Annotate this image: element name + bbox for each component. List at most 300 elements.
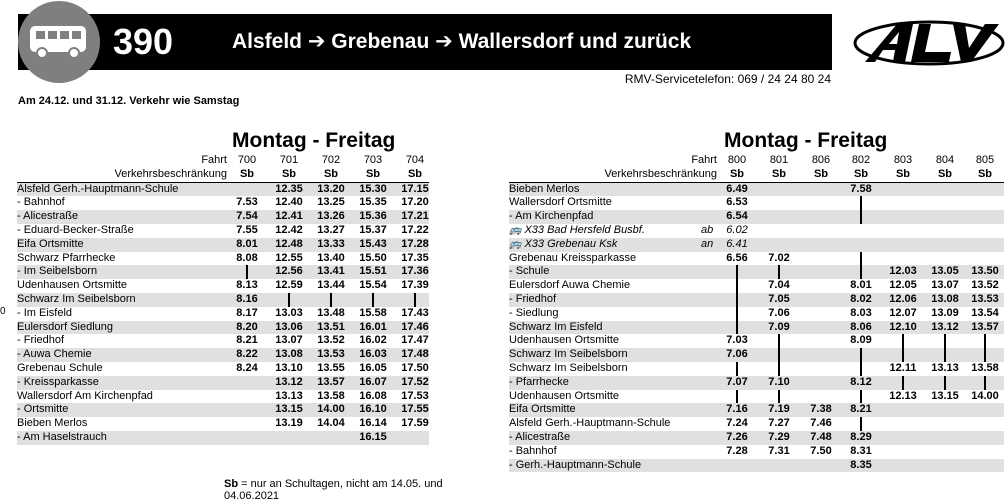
departure-time: 12.07: [889, 306, 917, 319]
trip-number: 800: [727, 154, 747, 166]
pass-through-line: [227, 265, 267, 279]
departure-time: 8.21: [850, 403, 872, 416]
departure-time: 7.55: [236, 223, 258, 236]
stop-name: [17, 293, 136, 307]
departure-time: 13.05: [931, 265, 959, 278]
departure-time: 12.40: [275, 196, 303, 209]
departure-time: 12.56: [275, 265, 303, 278]
bus-icon: [28, 24, 90, 60]
pass-through-line: [965, 348, 1005, 362]
departure-time: [965, 183, 1005, 197]
trip-number: 803: [893, 154, 913, 166]
departure-time: 13.10: [275, 361, 303, 374]
departure-time: 7.29: [768, 430, 790, 443]
departure-time: 7.07: [726, 375, 748, 388]
departure-time: [925, 445, 965, 459]
stop-name: [509, 196, 612, 210]
departure-time: [965, 403, 1005, 417]
stop-row: [17, 390, 429, 404]
stop-row: [17, 238, 429, 252]
stop-name-text: X33 Grebenau Ksk: [524, 237, 618, 250]
departure-time: 16.03: [359, 348, 387, 361]
departure-time: 13.48: [317, 306, 345, 319]
stop-name-text: Bieben Merlos: [17, 417, 88, 430]
stop-name: [509, 334, 619, 348]
departure-time: 13.13: [931, 361, 959, 374]
outbound-timetable: [17, 154, 429, 445]
pass-through-line: [925, 334, 965, 348]
pass-through-bar: [736, 307, 738, 321]
restriction-code: Sb: [729, 167, 745, 180]
departure-time: [227, 376, 267, 390]
departure-time: [759, 196, 799, 210]
trip-number: 806: [811, 154, 831, 166]
departure-time: 8.22: [236, 348, 258, 361]
trip-number: 702: [321, 154, 341, 166]
restriction-code: Sb: [813, 167, 829, 180]
departure-time: [759, 224, 799, 238]
stop-name-text: - Auwa Chemie: [17, 348, 92, 361]
restriction-code: Sb: [937, 167, 953, 180]
departure-time: 17.52: [401, 375, 429, 388]
departure-time: 8.31: [850, 444, 872, 457]
stop-name-text: - Im Eisfeld: [17, 306, 73, 319]
pass-through-bar: [902, 376, 904, 390]
departure-time: 12.10: [889, 320, 917, 333]
stop-name: [509, 183, 579, 197]
stop-name-text: Wallersdorf Ortsmitte: [509, 196, 612, 209]
departure-time: 8.13: [236, 279, 258, 292]
pass-through-line: [841, 417, 881, 431]
stop-name-text: - Im Seibelsborn: [17, 265, 98, 278]
pass-through-line: [841, 196, 881, 210]
stop-row: [509, 334, 1004, 348]
stop-row: [509, 348, 1004, 362]
pass-through-bar: [944, 334, 946, 348]
stop-name: [509, 403, 576, 417]
departure-time: 13.27: [317, 223, 345, 236]
pass-through-bar: [860, 252, 862, 266]
restriction-code: Sb: [895, 167, 911, 180]
restriction-code: Sb: [281, 167, 297, 180]
stop-row: [509, 376, 1004, 390]
stop-name: [17, 279, 127, 293]
departure-time: 7.50: [810, 444, 832, 457]
departure-time: [759, 210, 799, 224]
departure-time: [883, 403, 923, 417]
pass-through-bar: [860, 390, 862, 404]
return-timetable: [509, 154, 1004, 472]
departure-time: 13.52: [317, 334, 345, 347]
pass-through-line: [841, 252, 881, 266]
stop-row: [17, 224, 429, 238]
stop-row: [509, 265, 1004, 279]
stop-name: [509, 307, 559, 321]
departure-time: 12.05: [889, 279, 917, 292]
departure-time: 7.16: [726, 403, 748, 416]
pass-through-line: [717, 362, 757, 376]
departure-time: [801, 376, 841, 390]
route-number: 390: [113, 21, 174, 62]
departure-time: [801, 279, 841, 293]
departure-time: [227, 390, 267, 404]
stop-name-text: Schwarz Im Eisfeld: [509, 320, 603, 333]
departure-time: 15.43: [359, 237, 387, 250]
departure-time: 13.12: [931, 320, 959, 333]
departure-time: 17.59: [401, 417, 429, 430]
stop-name: [509, 459, 641, 473]
departure-time: 8.24: [236, 361, 258, 374]
stop-row: [509, 183, 1004, 197]
stop-row: [17, 431, 429, 445]
outbound-heading: Montag - Freitag: [232, 129, 396, 152]
stop-name: [17, 362, 103, 376]
departure-time: 13.15: [931, 389, 959, 402]
departure-time: 13.54: [971, 306, 999, 319]
transfer-suffix: an: [701, 237, 714, 250]
departure-time: [925, 403, 965, 417]
pass-through-line: [759, 348, 799, 362]
departure-time: [925, 431, 965, 445]
departure-time: [965, 445, 1005, 459]
stop-name: [17, 403, 68, 417]
departure-time: 8.03: [850, 306, 872, 319]
departure-time: 14.04: [317, 417, 345, 430]
departure-time: 17.53: [401, 389, 429, 402]
pass-through-line: [269, 293, 309, 307]
departure-time: 15.51: [359, 265, 387, 278]
departure-time: 8.21: [236, 334, 258, 347]
pass-through-bar: [860, 210, 862, 224]
stop-name-text: X33 Bad Hersfeld Busbf.: [524, 223, 645, 236]
pass-through-bar: [372, 293, 374, 307]
departure-time: [227, 417, 267, 431]
departure-time: [883, 196, 923, 210]
departure-time: 13.07: [931, 279, 959, 292]
departure-time: 14.00: [971, 389, 999, 402]
departure-time: 14.00: [317, 403, 345, 416]
route-title: Alsfeld ➔ Grebenau ➔ Wallersdorf und zurück: [232, 30, 692, 53]
pass-through-line: [759, 390, 799, 404]
departure-time: 16.05: [359, 361, 387, 374]
stop-row: [509, 445, 1004, 459]
departure-time: 6.49: [726, 182, 748, 195]
departure-time: [925, 459, 965, 473]
departure-time: 7.06: [726, 348, 748, 361]
fahrt-row: [17, 154, 429, 168]
stop-row: [17, 348, 429, 362]
footnote-text: = nur an Schultagen, nicht am 14.05. und 04.06.2021: [224, 478, 443, 502]
stop-name: [509, 445, 557, 459]
departure-time: 7.54: [236, 210, 258, 223]
departure-time: 13.41: [317, 265, 345, 278]
departure-time: [801, 238, 841, 252]
stop-row: [17, 279, 429, 293]
departure-time: [227, 403, 267, 417]
stop-name-text: Eulersdorf Siedlung: [17, 320, 114, 333]
departure-time: 15.50: [359, 251, 387, 264]
stop-name-text: - Friedhof: [509, 292, 557, 305]
departure-time: 17.50: [401, 361, 429, 374]
stop-row: [509, 279, 1004, 293]
departure-time: 16.02: [359, 334, 387, 347]
stop-row: [17, 183, 429, 197]
departure-time: 16.08: [359, 389, 387, 402]
departure-time: [801, 307, 841, 321]
fahrt-label: Fahrt: [691, 154, 717, 166]
trip-number: 704: [405, 154, 425, 166]
pass-through-bar: [736, 265, 738, 279]
stop-row: [17, 252, 429, 266]
departure-time: [925, 183, 965, 197]
departure-time: [801, 390, 841, 404]
stop-name: [17, 390, 153, 404]
departure-time: 17.36: [401, 265, 429, 278]
departure-time: [925, 417, 965, 431]
departure-time: [801, 293, 841, 307]
bus-icon: 🚌: [509, 224, 522, 236]
departure-time: 16.14: [359, 417, 387, 430]
departure-time: 6.41: [726, 237, 748, 250]
pass-through-line: [717, 307, 757, 321]
stop-name-text: Schwarz Im Seibelsborn: [509, 348, 628, 361]
pass-through-bar: [902, 348, 904, 362]
stop-row: [509, 293, 1004, 307]
departure-time: [717, 459, 757, 473]
pass-through-bar: [860, 362, 862, 376]
stop-name: [17, 431, 107, 445]
pass-through-bar: [860, 196, 862, 210]
stop-name: [17, 210, 78, 224]
departure-time: 13.51: [317, 320, 345, 333]
stop-name-text: Udenhausen Ortsmitte: [17, 279, 128, 292]
stop-row: [17, 321, 429, 335]
departure-time: [883, 417, 923, 431]
fahrt-row: [509, 154, 1004, 168]
departure-time: 7.46: [810, 417, 832, 430]
restriction-code: Sb: [977, 167, 993, 180]
pass-through-bar: [778, 265, 780, 279]
pass-through-line: [311, 293, 351, 307]
departure-time: 13.09: [931, 306, 959, 319]
stop-name-text: - Bahnhof: [509, 444, 557, 457]
departure-time: [965, 196, 1005, 210]
departure-time: 13.55: [317, 361, 345, 374]
departure-time: 13.07: [275, 334, 303, 347]
departure-time: 17.15: [401, 182, 429, 195]
stop-name: [509, 252, 636, 266]
departure-time: 13.15: [275, 403, 303, 416]
departure-time: 13.19: [275, 417, 303, 430]
stop-name: [509, 321, 603, 335]
pass-through-bar: [944, 348, 946, 362]
departure-time: 7.26: [726, 430, 748, 443]
departure-time: 15.30: [359, 182, 387, 195]
pass-through-line: [717, 293, 757, 307]
stop-name-text: Udenhausen Ortsmitte: [509, 389, 620, 402]
pass-through-bar: [944, 376, 946, 390]
restriction-row: [17, 168, 429, 183]
stop-name: [17, 376, 99, 390]
pass-through-bar: [984, 348, 986, 362]
pass-through-line: [883, 334, 923, 348]
departure-time: 13.58: [317, 389, 345, 402]
departure-time: [801, 362, 841, 376]
departure-time: 15.58: [359, 306, 387, 319]
departure-time: 13.50: [971, 265, 999, 278]
pass-through-line: [759, 265, 799, 279]
departure-time: 15.36: [359, 210, 387, 223]
departure-time: [965, 210, 1005, 224]
departure-time: 6.53: [726, 196, 748, 209]
departure-time: 13.08: [931, 292, 959, 305]
departure-time: 17.39: [401, 279, 429, 292]
departure-time: [801, 224, 841, 238]
restriction-label: Verkehrsbeschränkung: [114, 167, 227, 180]
departure-time: 8.35: [850, 458, 872, 471]
pass-through-bar: [288, 293, 290, 307]
departure-time: 16.01: [359, 320, 387, 333]
departure-time: 17.47: [401, 334, 429, 347]
stop-row: [509, 403, 1004, 417]
departure-time: [883, 445, 923, 459]
departure-time: [269, 431, 309, 445]
departure-time: 6.56: [726, 251, 748, 264]
departure-time: 7.09: [768, 320, 790, 333]
stop-name-text: Bieben Merlos: [509, 182, 580, 195]
restriction-label: Verkehrsbeschränkung: [604, 167, 717, 180]
stop-name: [17, 321, 113, 335]
pass-through-bar: [736, 293, 738, 307]
restriction-code: Sb: [407, 167, 423, 180]
stop-name: [17, 196, 65, 210]
trip-number: 703: [363, 154, 383, 166]
departure-time: 13.08: [275, 348, 303, 361]
stop-name: [509, 431, 570, 445]
departure-time: [883, 238, 923, 252]
stop-name-text: Eulersdorf Auwa Chemie: [509, 279, 631, 292]
departure-time: 8.29: [850, 430, 872, 443]
departure-time: 16.15: [359, 430, 387, 443]
departure-time: [965, 417, 1005, 431]
departure-time: 7.19: [768, 403, 790, 416]
stop-name: [17, 348, 92, 362]
departure-time: [965, 238, 1005, 252]
holiday-notice: Am 24.12. und 31.12. Verkehr wie Samstag: [18, 95, 240, 107]
departure-time: 8.20: [236, 320, 258, 333]
pass-through-line: [883, 348, 923, 362]
stop-row: [17, 196, 429, 210]
stop-row: [509, 252, 1004, 266]
stop-name-text: - Schule: [509, 265, 550, 278]
stop-row: [509, 321, 1004, 335]
departure-time: 7.28: [726, 444, 748, 457]
stop-row: [17, 265, 429, 279]
departure-time: 7.58: [850, 182, 872, 195]
departure-time: [801, 321, 841, 335]
transfer-suffix: ab: [701, 223, 714, 236]
stop-row: [509, 238, 1004, 252]
stop-name: [17, 224, 134, 238]
pass-through-bar: [984, 376, 986, 390]
stop-name-text: - Alicestraße: [509, 430, 571, 443]
pass-through-line: [717, 390, 757, 404]
departure-time: [311, 431, 351, 445]
departure-time: 17.35: [401, 251, 429, 264]
departure-time: 17.55: [401, 403, 429, 416]
pass-through-bar: [330, 293, 332, 307]
stop-row: [509, 417, 1004, 431]
pass-through-line: [841, 265, 881, 279]
stop-name-text: - Am Kirchenpfad: [509, 210, 594, 223]
restriction-code: Sb: [323, 167, 339, 180]
stop-name: [509, 210, 593, 224]
departure-time: 16.10: [359, 403, 387, 416]
stop-name: [17, 183, 178, 197]
stop-name-text: Eifa Ortsmitte: [17, 237, 84, 250]
pass-through-line: [841, 348, 881, 362]
departure-time: [841, 238, 881, 252]
departure-time: 8.01: [236, 237, 258, 250]
departure-time: 12.55: [275, 251, 303, 264]
stop-row: [17, 210, 429, 224]
alv-logo: [853, 20, 1005, 66]
departure-time: [395, 431, 435, 445]
departure-time: [227, 183, 267, 197]
departure-time: 12.06: [889, 292, 917, 305]
departure-time: 8.02: [850, 292, 872, 305]
departure-time: [801, 252, 841, 266]
trip-number: 701: [279, 154, 299, 166]
departure-time: 15.37: [359, 223, 387, 236]
departure-time: 13.12: [275, 375, 303, 388]
departure-time: 13.33: [317, 237, 345, 250]
stop-name-text: - Eduard-Becker-Straße: [17, 223, 134, 236]
pass-through-bar: [736, 362, 738, 376]
departure-time: 8.08: [236, 251, 258, 264]
pass-through-bar: [860, 348, 862, 362]
departure-time: 13.40: [317, 251, 345, 264]
departure-time: 17.21: [401, 210, 429, 223]
stop-name-text: - Pfarrhecke: [509, 375, 569, 388]
departure-time: [965, 252, 1005, 266]
pass-through-bar: [246, 265, 248, 279]
departure-time: 17.20: [401, 196, 429, 209]
departure-time: 12.41: [275, 210, 303, 223]
stop-name-text: Wallersdorf Am Kirchenpfad: [17, 389, 153, 402]
stop-row: [17, 403, 429, 417]
stop-name-text: - Alicestraße: [17, 210, 79, 223]
departure-time: 7.48: [810, 430, 832, 443]
pass-through-bar: [414, 293, 416, 307]
trip-number: 805: [975, 154, 995, 166]
departure-time: 17.28: [401, 237, 429, 250]
stop-name: [509, 348, 628, 362]
departure-time: [227, 431, 267, 445]
stop-row: [17, 293, 429, 307]
departure-time: [759, 238, 799, 252]
trip-number: 802: [851, 154, 871, 166]
service-phone: RMV-Servicetelefon: 069 / 24 24 80 24: [624, 72, 831, 86]
stop-name: [17, 417, 87, 431]
pass-through-line: [883, 376, 923, 390]
departure-time: 12.59: [275, 279, 303, 292]
stop-name: [17, 252, 115, 266]
departure-time: 13.26: [317, 210, 345, 223]
departure-time: 7.05: [768, 292, 790, 305]
stop-name-text: Schwarz Im Seibelsborn: [509, 361, 628, 374]
pass-through-line: [395, 293, 435, 307]
